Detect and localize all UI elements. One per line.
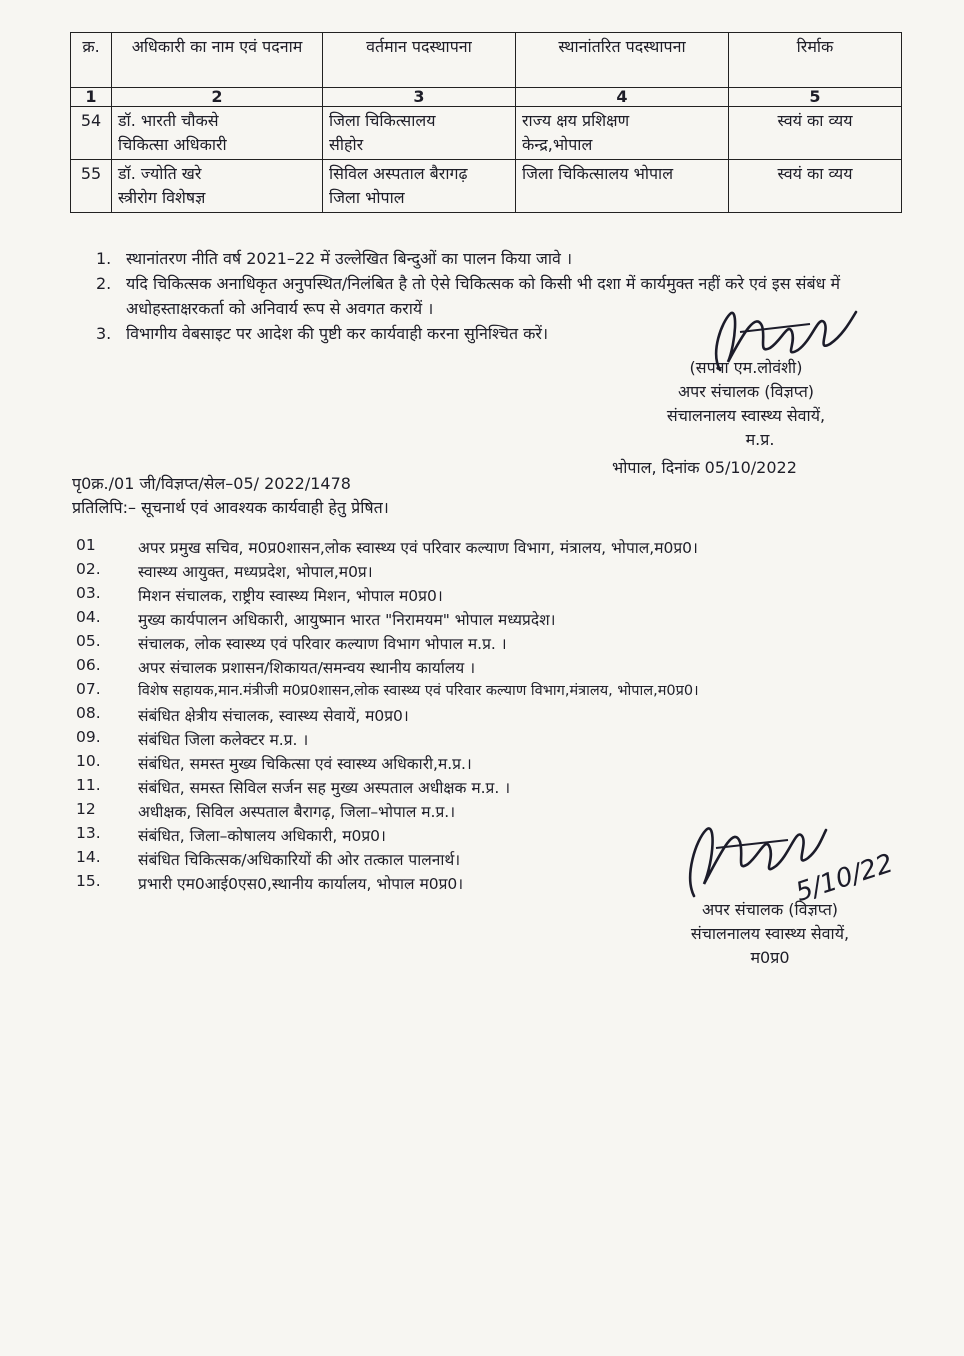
col-num: 1 [71, 88, 112, 107]
list-item-number: 13. [76, 824, 101, 842]
transferred-posting-line: केन्द्र,भोपाल [522, 135, 593, 154]
current-posting-line: जिला भोपाल [329, 188, 405, 207]
list-item-text: संबंधित जिला कलेक्टर म.प्र. । [138, 731, 309, 749]
header-current: वर्तमान पदस्थापना [323, 33, 516, 88]
list-item [76, 584, 936, 606]
current-posting-line: सीहोर [329, 135, 364, 154]
row-sno: 55 [71, 160, 112, 213]
list-item-number: 09. [76, 728, 101, 746]
row-officer [112, 160, 323, 213]
list-item-number: 06. [76, 656, 101, 674]
list-item [76, 608, 936, 630]
reference-number: पृ0क्र./01 जी/विज्ञप्त/सेल–05/ 2022/1478 [72, 474, 351, 493]
signatory-state: म.प्र. [745, 430, 775, 449]
col-num: 5 [729, 88, 902, 107]
transfer-table [70, 32, 902, 213]
list-item-text: मिशन संचालक, राष्ट्रीय स्वास्थ्य मिशन, भोपाल म0प्र0। [138, 587, 443, 605]
table-row [71, 107, 902, 160]
table-header-row [71, 33, 902, 88]
row-current-posting [323, 107, 516, 160]
list-item-number: 12 [76, 800, 96, 818]
instruction-item [96, 246, 916, 271]
instruction-number: 1. [96, 249, 112, 268]
list-item-text: संबंधित, जिला–कोषालय अधिकारी, म0प्र0। [138, 827, 386, 845]
list-item-number: 07. [76, 680, 101, 698]
list-item [76, 752, 936, 774]
list-item-text: संबंधित क्षेत्रीय संचालक, स्वास्थ्य सेवायें, म0प्र0। [138, 707, 409, 725]
list-item [76, 560, 936, 582]
instruction-text: यदि चिकित्सक अनाधिकृत अनुपस्थित/निलंबित है तो ऐसे चिकित्सक को किसी भी दशा में कार्यमुक्त नहीं करे एवं इस संबंध में अधोहस्ताक्षरकर्ता को अनिवार्य रूप से अवगत करायें । [126, 274, 841, 318]
instruction-text: स्थानांतरण नीति वर्ष 2021–22 में उल्लेखित बिन्दुओं का पालन किया जावे । [126, 249, 573, 268]
signature-2-image [676, 800, 897, 910]
list-item [76, 680, 936, 700]
signatory-office: संचालनालय स्वास्थ्य सेवायें, [666, 406, 826, 425]
column-number-row [71, 88, 902, 107]
signatory-title: अपर संचालक (विज्ञप्त) [701, 900, 839, 919]
list-item-text: संचालक, लोक स्वास्थ्य एवं परिवार कल्याण विभाग भोपाल म.प्र. । [138, 635, 507, 653]
transferred-posting-line: राज्य क्षय प्रशिक्षण [522, 111, 630, 130]
copy-heading: प्रतिलिपि:– सूचनार्थ एवं आवश्यक कार्यवाही हेतु प्रेषित। [72, 498, 389, 517]
list-item-number: 08. [76, 704, 101, 722]
officer-designation: चिकित्सा अधिकारी [118, 135, 227, 154]
list-item-number: 01 [76, 536, 96, 554]
instruction-number: 3. [96, 324, 112, 343]
col-num: 3 [323, 88, 516, 107]
list-item-text: संबंधित, समस्त मुख्य चिकित्सा एवं स्वास्थ्य अधिकारी,म.प्र.। [138, 755, 472, 773]
header-sno: क्र. [71, 33, 112, 88]
handwritten-date: 5/10/22 [792, 848, 897, 908]
list-item-text: संबंधित चिकित्सक/अधिकारियों की ओर तत्काल पालनार्थ। [138, 851, 461, 869]
signature-block-1 [596, 356, 896, 452]
list-item-text: प्रभारी एम0आई0एस0,स्थानीय कार्यालय, भोपाल म0प्र0। [138, 875, 464, 893]
list-item-text: अपर प्रमुख सचिव, म0प्र0शासन,लोक स्वास्थ्य एवं परिवार कल्याण विभाग, मंत्रालय, भोपाल,म0प्र0। [138, 539, 698, 557]
signatory-office: संचालनालय स्वास्थ्य सेवायें, [690, 924, 850, 943]
signatory-name: (सपना एम.लोवंशी) [689, 358, 803, 377]
current-posting-line: सिविल अस्पताल बैरागढ़ [329, 164, 468, 183]
list-item-number: 03. [76, 584, 101, 602]
place-date: भोपाल, दिनांक 05/10/2022 [612, 458, 797, 477]
officer-designation: स्त्रीरोग विशेषज्ञ [118, 188, 206, 207]
table-row [71, 160, 902, 213]
list-item-text: स्वास्थ्य आयुक्त, मध्यप्रदेश, भोपाल,म0प्र। [138, 563, 373, 581]
list-item-text: संबंधित, समस्त सिविल सर्जन सह मुख्य अस्पताल अधीक्षक म.प्र. । [138, 779, 511, 797]
list-item [76, 704, 936, 726]
list-item [76, 656, 936, 678]
instruction-number: 2. [96, 274, 112, 293]
list-item-text: अधीक्षक, सिविल अस्पताल बैरागढ़, जिला–भोपाल म.प्र.। [138, 803, 456, 821]
row-sno: 54 [71, 107, 112, 160]
col-num: 4 [516, 88, 729, 107]
list-item-number: 11. [76, 776, 101, 794]
list-item [76, 536, 936, 558]
list-item-text: विशेष सहायक,मान.मंत्रीजी म0प्र0शासन,लोक स्वास्थ्य एवं परिवार कल्याण विभाग,मंत्रालय, भोपाल,म0प्र0। [138, 683, 699, 699]
row-officer [112, 107, 323, 160]
header-name: अधिकारी का नाम एवं पदनाम [112, 33, 323, 88]
signatory-state: म0प्र0 [750, 948, 790, 967]
list-item-number: 10. [76, 752, 101, 770]
list-item [76, 776, 936, 798]
officer-name: डॉ. भारती चौकसे [118, 111, 219, 130]
list-item-number: 05. [76, 632, 101, 650]
list-item [76, 632, 936, 654]
transferred-posting-line: जिला चिकित्सालय भोपाल [522, 164, 674, 183]
header-transferred: स्थानांतरित पदस्थापना [516, 33, 729, 88]
instruction-text: विभागीय वेबसाइट पर आदेश की पुष्टी कर कार्यवाही करना सुनिश्चित करें। [126, 324, 549, 343]
list-item-number: 15. [76, 872, 101, 890]
col-num: 2 [112, 88, 323, 107]
list-item [76, 728, 936, 750]
officer-name: डॉ. ज्योति खरे [118, 164, 202, 183]
header-remark: रिर्माक [729, 33, 902, 88]
list-item-number: 02. [76, 560, 101, 578]
row-transferred-posting [516, 107, 729, 160]
current-posting-line: जिला चिकित्सालय [329, 111, 436, 130]
list-item-number: 14. [76, 848, 101, 866]
list-item-text: अपर संचालक प्रशासन/शिकायत/समन्वय स्थानीय कार्यालय । [138, 659, 476, 677]
list-item-number: 04. [76, 608, 101, 626]
row-transferred-posting [516, 160, 729, 213]
row-remark: स्वयं का व्यय [729, 107, 902, 160]
row-remark: स्वयं का व्यय [729, 160, 902, 213]
list-item-text: मुख्य कार्यपालन अधिकारी, आयुष्मान भारत "निरामयम" भोपाल मध्यप्रदेश। [138, 611, 556, 629]
signature-block-2 [650, 898, 890, 970]
row-current-posting [323, 160, 516, 213]
signatory-title: अपर संचालक (विज्ञप्त) [677, 382, 815, 401]
